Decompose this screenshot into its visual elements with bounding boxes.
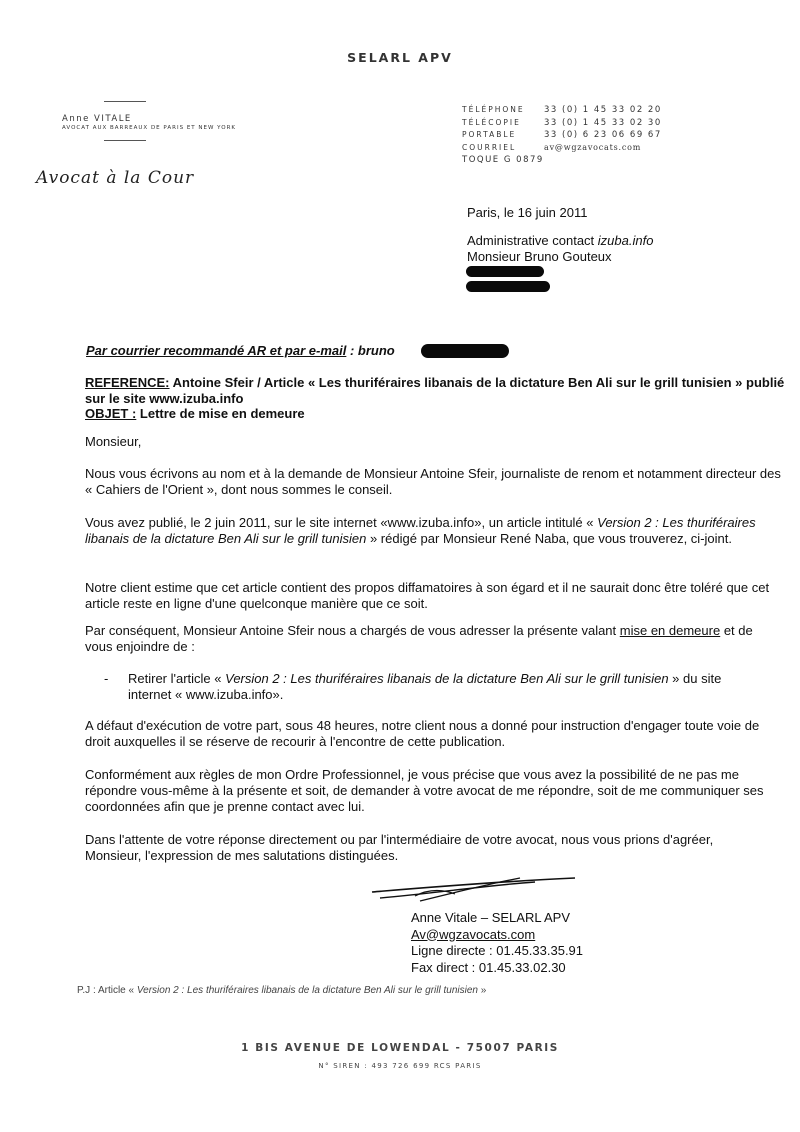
signature-block bbox=[411, 910, 583, 976]
direct-fax: Fax direct : 01.45.33.02.30 bbox=[411, 959, 566, 975]
reference bbox=[85, 375, 785, 422]
bullet-item bbox=[128, 671, 728, 703]
reference-label: REFERENCE: bbox=[85, 375, 170, 390]
contact-mobile bbox=[462, 129, 662, 142]
footer-address: 1 BIS AVENUE DE LOWENDAL - 75007 PARIS bbox=[241, 1042, 559, 1054]
attachment-note bbox=[77, 985, 486, 996]
redaction-bar bbox=[421, 344, 509, 358]
contact-phone bbox=[462, 104, 662, 117]
reference-text: Antoine Sfeir / Article « Les thuriféraires libanais de la dictature Ben Ali sur le grill tunisien » publié sur le site www.izuba.info bbox=[85, 375, 785, 406]
firm-name: SELARL APV bbox=[347, 50, 453, 65]
paragraph-6: Conformément aux règles de mon Ordre Professionnel, je vous précise que vous avez la possibilité de ne pas me répondre vous-même à la présente et soit, de demander à votre avocat de me répondre, soit de me communiquer ses coordonnées afin que je prenne contact avec lui. bbox=[85, 767, 764, 814]
divider bbox=[104, 101, 146, 102]
handwritten-signature bbox=[360, 868, 590, 913]
bullet-dash: - bbox=[104, 671, 109, 686]
bullet-text: » du site internet « www.izuba.info». bbox=[128, 671, 722, 702]
script-title: Avocat à la Cour bbox=[36, 168, 195, 188]
contact-value[interactable]: av@wgzavocats.com bbox=[544, 142, 642, 152]
redaction-bar bbox=[466, 266, 544, 277]
paragraph-1: Nous vous écrivons au nom et à la demande de Monsieur Antoine Sfeir, journaliste de renom et notamment directeur des « Cahiers de l'Orient », dont nous sommes le conseil. bbox=[85, 466, 781, 497]
contact-label: TÉLÉPHONE bbox=[462, 105, 525, 114]
recipient bbox=[467, 233, 653, 265]
p2-text: » rédigé par Monsieur René Naba, que vous trouverez, ci-joint. bbox=[366, 531, 732, 546]
attachment-suffix: » bbox=[477, 985, 487, 996]
contact-value: 33 (0) 6 23 06 69 67 bbox=[544, 130, 662, 141]
attachment-title: Version 2 : Les thuriféraires libanais de la dictature Ben Ali sur le grill tunisien bbox=[136, 985, 478, 996]
delivery-line bbox=[86, 343, 395, 359]
paragraph-3: Notre client estime que cet article contient des propos diffamatoires à son égard et il ne saurait donc être toléré que cet article reste en ligne d'une quelconque manière que ce soit. bbox=[85, 580, 770, 611]
paragraph-2 bbox=[85, 515, 791, 547]
objet-text: Lettre de mise en demeure bbox=[136, 406, 305, 421]
date-line: Paris, le 16 juin 2011 bbox=[467, 205, 588, 220]
article-title: Version 2 : Les thuriféraires libanais de la dictature Ben Ali sur le grill tunisien bbox=[85, 515, 756, 546]
paragraph-5: A défaut d'exécution de votre part, sous 48 heures, notre client nous a donné pour instruction d'engager toute voie de droit auxquelles il se réserve de recourir à l'encontre de cette publication. bbox=[85, 718, 760, 749]
p2-text: Vous avez publié, le 2 juin 2011, sur le site internet «www.izuba.info», un article intitulé « bbox=[85, 515, 598, 530]
recipient-site: izuba.info bbox=[597, 233, 654, 248]
redaction-bar bbox=[466, 281, 550, 292]
direct-line: Ligne directe : 01.45.33.35.91 bbox=[411, 943, 584, 958]
divider bbox=[104, 140, 146, 141]
mise-en-demeure: mise en demeure bbox=[619, 623, 721, 638]
contact-label: COURRIEL bbox=[462, 142, 517, 152]
contact-value: 33 (0) 1 45 33 02 30 bbox=[544, 117, 662, 128]
salutation: Monsieur, bbox=[85, 434, 142, 449]
delivery-separator: : bbox=[346, 343, 358, 358]
recipient-line-1 bbox=[467, 233, 653, 249]
lawyer-title: AVOCAT AUX BARREAUX DE PARIS ET NEW YORK bbox=[62, 125, 236, 131]
p4-text: Par conséquent, Monsieur Antoine Sfeir nous a chargés de vous adresser la présente valant bbox=[85, 623, 620, 638]
article-title: Version 2 : Les thuriféraires libanais de la dictature Ben Ali sur le grill tunisien bbox=[225, 671, 669, 686]
bullet-text: Retirer l'article « bbox=[128, 671, 226, 686]
contact-value: 33 (0) 1 45 33 02 20 bbox=[544, 105, 662, 115]
recipient-label: Administrative contact bbox=[467, 233, 598, 248]
objet-label: OBJET : bbox=[85, 406, 137, 421]
p4-text: et de vous enjoindre de : bbox=[85, 623, 753, 654]
contact-block bbox=[462, 104, 662, 167]
signatory-name: Anne Vitale – SELARL APV bbox=[411, 910, 570, 925]
contact-label: PORTABLE bbox=[462, 130, 517, 140]
delivery-email: bruno bbox=[357, 343, 395, 358]
signatory-email[interactable]: Av@wgzavocats.com bbox=[411, 926, 536, 942]
contact-email bbox=[462, 142, 662, 155]
delivery-method: Par courrier recommandé AR et par e-mail bbox=[86, 343, 347, 358]
toque-number: TOQUE G 0879 bbox=[462, 155, 544, 166]
contact-label: TÉLÉCOPIE bbox=[462, 117, 521, 127]
contact-fax bbox=[462, 117, 662, 130]
paragraph-7: Dans l'attente de votre réponse directement ou par l'intermédiaire de votre avocat, nous vous prions d'agréer, Monsieur, l'expression de mes salutations distinguées. bbox=[85, 832, 714, 863]
lawyer-name: Anne VITALE bbox=[62, 114, 132, 124]
recipient-name: Monsieur Bruno Gouteux bbox=[467, 249, 612, 264]
attachment-prefix: P.J : Article « bbox=[77, 985, 137, 996]
footer-siren: N° SIREN : 493 726 699 RCS PARIS bbox=[318, 1062, 482, 1070]
toque bbox=[462, 154, 662, 167]
paragraph-4 bbox=[85, 623, 775, 655]
